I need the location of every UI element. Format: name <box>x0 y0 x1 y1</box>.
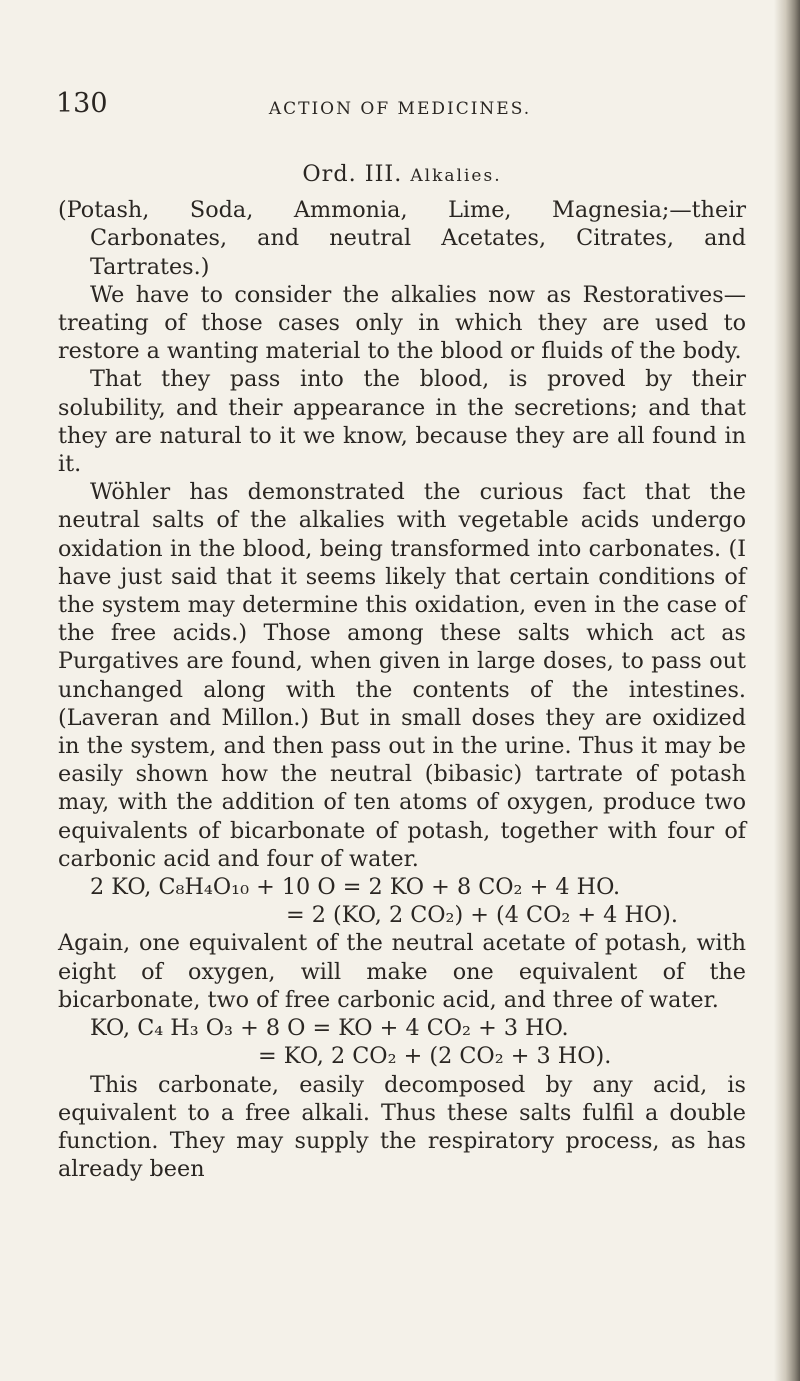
substance-list: (Potash, Soda, Ammonia, Lime, Magnesia;—their Carbonates, and neutral Acetates, Citrates, and Tartrates.) <box>58 197 746 280</box>
section-heading <box>58 160 746 190</box>
order-label: Ord. III. <box>302 161 403 187</box>
page-number: 130 <box>56 88 108 119</box>
formula-tartrate-line-1: 2 KO, C₈H₄O₁₀ + 10 O = 2 KO + 8 CO₂ + 4 HO. <box>90 874 621 901</box>
body-text <box>58 160 746 1183</box>
paragraph-blood: That they pass into the blood, is proved by their solubility, and their appearance in the secretions; and that they are natural to it we know, because they are all found in it. <box>58 366 746 478</box>
page-header <box>50 88 750 128</box>
page-binding-shadow <box>774 0 800 1381</box>
paragraph-carbonate: This carbonate, easily decomposed by any acid, is equivalent to a free alkali. Thus these salts fulfil a double function. They may supply the respiratory process, as has already been <box>58 1071 746 1183</box>
running-head: ACTION OF MEDICINES. <box>268 99 532 119</box>
section-title: Alkalies. <box>410 166 502 186</box>
paragraph-restoratives: We have to consider the alkalies now as Restoratives—treating of those cases only in which they are used to restore a wanting material to the blood or fluids of the body. <box>58 281 746 365</box>
paragraph-acetate: Again, one equivalent of the neutral acetate of potash, with eight of oxygen, will make one equivalent of the bicarbonate, two of free carbonic acid, and three of water. <box>58 930 746 1013</box>
formula-acetate-line-2: = KO, 2 CO₂ + (2 CO₂ + 3 HO). <box>258 1043 612 1070</box>
paragraph-wohler: Wöhler has demonstrated the curious fact that the neutral salts of the alkalies with vegetable acids undergo oxidation in the blood, being transformed into carbonates. (I have just said that it seems likely that certain conditions of the system may determine this oxidation, even in the case of the free acids.) Those among these salts which act as Purgatives are found, when given in large doses, to pass out unchanged along with the contents of the intestines. (Laveran and Millon.) But in small doses they are oxidized in the system, and then pass out in the urine. Thus it may be easily shown how the neutral (bibasic) tartrate of potash may, with the addition of ten atoms of oxygen, produce two equivalents of bicarbonate of potash, together with four of carbonic acid and four of water. <box>58 479 746 872</box>
formula-tartrate-line-2: = 2 (KO, 2 CO₂) + (4 CO₂ + 4 HO). <box>286 902 678 929</box>
formula-acetate-line-1: KO, C₄ H₃ O₃ + 8 O = KO + 4 CO₂ + 3 HO. <box>90 1015 569 1042</box>
